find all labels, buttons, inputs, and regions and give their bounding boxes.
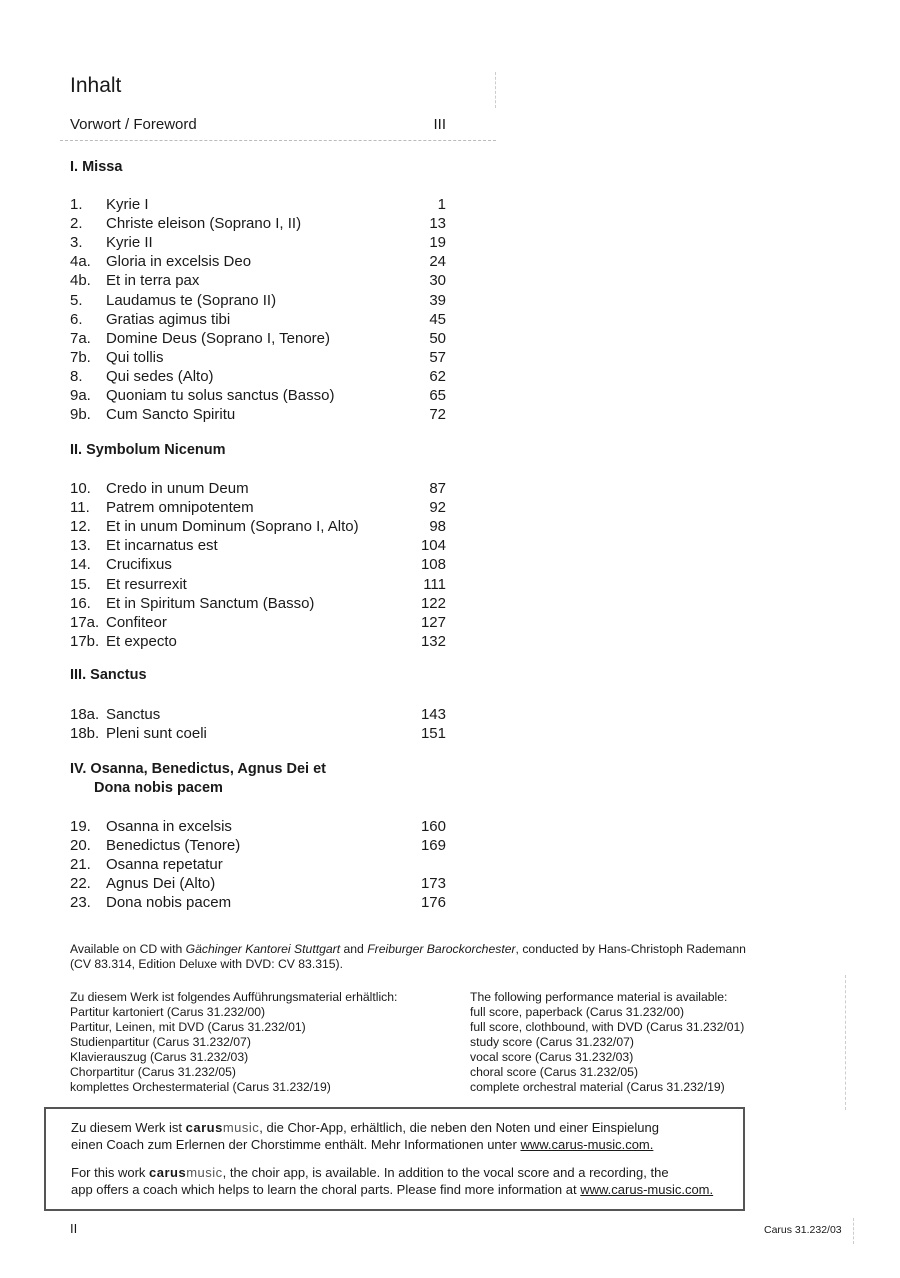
section-heading: II. Symbolum Nicenum bbox=[70, 442, 226, 458]
materials-item: Chorpartitur (Carus 31.232/05) bbox=[70, 1065, 236, 1079]
toc-entry-title: Kyrie II bbox=[106, 234, 153, 252]
toc-entry[interactable] bbox=[70, 498, 446, 517]
toc-entry-number: 18b. bbox=[70, 725, 100, 743]
toc-entry[interactable] bbox=[70, 405, 446, 424]
toc-entry-number: 10. bbox=[70, 480, 91, 497]
toc-entry-title: Osanna repetatur bbox=[106, 856, 223, 874]
toc-entry-page: 13 bbox=[429, 215, 446, 233]
toc-entry-number: 16. bbox=[70, 594, 91, 612]
toc-entry-number: 4a. bbox=[70, 253, 91, 271]
toc-entry-page: 45 bbox=[429, 310, 446, 328]
toc-entry-page: 24 bbox=[429, 253, 446, 271]
toc-entry[interactable] bbox=[70, 575, 446, 594]
toc-entry-number: 12. bbox=[70, 518, 91, 536]
toc-entry-title: Cum Sancto Spiritu bbox=[106, 406, 236, 424]
toc-entry-title: Confiteor bbox=[106, 613, 167, 631]
toc-entry-title: Quoniam tu solus sanctus (Basso) bbox=[106, 387, 335, 404]
toc-entry[interactable] bbox=[70, 855, 446, 874]
toc-entry-title: Laudamus te (Soprano II) bbox=[106, 291, 277, 309]
toc-entry[interactable] bbox=[70, 517, 446, 536]
toc-entry-page: 50 bbox=[429, 329, 446, 347]
toc-entry-number: 9b. bbox=[70, 406, 91, 424]
toc-entry[interactable] bbox=[70, 632, 446, 651]
toc-entry[interactable] bbox=[70, 386, 446, 405]
toc-entry-title: Et in terra pax bbox=[106, 272, 200, 290]
toc-entry-title: Pleni sunt coeli bbox=[106, 725, 207, 743]
cd-orchestra: Freiburger Barockorchester bbox=[367, 942, 516, 956]
app-text-german: Zu diesem Werk ist carusmusic, die Chor-App, erhältlich, die neben den Noten und einer Einspielung einen Coach zum Erlernen der Chorstimme enthält. Mehr Informationen unter www.carus-music.com. bbox=[71, 1120, 659, 1152]
toc-entry-title: Gratias agimus tibi bbox=[106, 310, 231, 328]
toc-entry[interactable] bbox=[70, 214, 446, 233]
toc-entry-page: 39 bbox=[429, 291, 446, 309]
toc-entry-page: 92 bbox=[429, 499, 446, 517]
toc-entry-page: 176 bbox=[420, 894, 446, 912]
toc-entry-page: 72 bbox=[429, 406, 446, 424]
toc-entry-title: Osanna in excelsis bbox=[106, 818, 232, 835]
carus-music-logo: carusmusic bbox=[149, 1165, 223, 1180]
toc-entry-page: 143 bbox=[420, 706, 446, 723]
catalog-number: Carus 31.232/03 bbox=[764, 1224, 842, 1236]
foreword-label: Vorwort / Foreword bbox=[70, 116, 197, 133]
toc-entry-title: Benedictus (Tenore) bbox=[106, 837, 241, 855]
toc-entry[interactable] bbox=[70, 195, 446, 214]
materials-german bbox=[70, 990, 460, 1095]
materials-item: Partitur, Leinen, mit DVD (Carus 31.232/01) bbox=[70, 1020, 306, 1034]
cd-note: Available on CD with Gächinger Kantorei Stuttgart and Freiburger Barockorchester, conducted by Hans-Christoph Rademann (CV 83.314, Edition Deluxe with DVD: CV 83.315). bbox=[70, 942, 746, 971]
toc-entry-title: Patrem omnipotentem bbox=[106, 499, 254, 517]
toc-entry-number: 5. bbox=[70, 291, 83, 309]
toc-entry-title: Qui sedes (Alto) bbox=[106, 367, 214, 385]
toc-entry[interactable] bbox=[70, 536, 446, 555]
toc-entry[interactable] bbox=[70, 705, 446, 724]
toc-entry-number: 2. bbox=[70, 215, 83, 233]
toc-entry-number: 3. bbox=[70, 234, 83, 252]
toc-entry-number: 20. bbox=[70, 837, 91, 855]
toc-entry-number: 23. bbox=[70, 894, 91, 912]
materials-item: komplettes Orchestermaterial (Carus 31.232/19) bbox=[70, 1080, 331, 1094]
toc-entry[interactable] bbox=[70, 252, 446, 271]
materials-item: complete orchestral material (Carus 31.232/19) bbox=[470, 1080, 725, 1094]
toc-entry-title: Et incarnatus est bbox=[106, 537, 218, 555]
carus-music-logo: carusmusic bbox=[185, 1120, 260, 1135]
toc-entry-title: Et in Spiritum Sanctum (Basso) bbox=[106, 594, 315, 612]
toc-entry-page: 1 bbox=[437, 196, 446, 213]
toc-entry[interactable] bbox=[70, 348, 446, 367]
toc-entry-number: 17b. bbox=[70, 632, 100, 650]
toc-entry-number: 9a. bbox=[70, 387, 91, 404]
page-title: Inhalt bbox=[70, 74, 122, 97]
materials-heading: Zu diesem Werk ist folgendes Aufführungsmaterial erhältlich: bbox=[70, 990, 398, 1004]
toc-entry-title: Domine Deus (Soprano I, Tenore) bbox=[106, 329, 331, 347]
toc-entry-title: Christe eleison (Soprano I, II) bbox=[106, 215, 302, 233]
materials-divider bbox=[845, 975, 846, 1110]
app-text-english: For this work carusmusic, the choir app, is available. In addition to the vocal score and a recording, the app offers a coach which helps to learn the choral parts. Please find more information at www.carus-music.com. bbox=[71, 1165, 714, 1197]
toc-entry[interactable] bbox=[70, 329, 446, 348]
toc-entry-page: 30 bbox=[429, 272, 446, 290]
toc-entry-number: 18a. bbox=[70, 706, 100, 723]
toc-entry-number: 1. bbox=[70, 196, 83, 213]
toc-entry-page: 160 bbox=[420, 818, 446, 835]
toc-entry-number: 19. bbox=[70, 818, 91, 835]
toc-entry-page: 132 bbox=[420, 632, 446, 650]
toc-entry[interactable] bbox=[70, 893, 446, 912]
toc-entry-page: 169 bbox=[420, 837, 446, 855]
margin-divider bbox=[495, 72, 496, 108]
toc-entry-page: 19 bbox=[429, 234, 446, 252]
toc-entry-number: 7b. bbox=[70, 348, 91, 366]
toc-entry[interactable] bbox=[70, 367, 446, 386]
materials-english bbox=[470, 990, 800, 1095]
page-number: II bbox=[70, 1221, 78, 1236]
toc-entry-title: Crucifixus bbox=[106, 556, 172, 574]
toc-entry-title: Gloria in excelsis Deo bbox=[106, 253, 252, 271]
toc-entry-page: 104 bbox=[420, 537, 446, 555]
cd-choir: Gächinger Kantorei Stuttgart bbox=[185, 942, 341, 956]
materials-item: full score, clothbound, with DVD (Carus 31.232/01) bbox=[470, 1020, 745, 1034]
materials-item: vocal score (Carus 31.232/03) bbox=[470, 1050, 634, 1064]
toc-entry-page: 127 bbox=[420, 613, 446, 631]
section-heading: III. Sanctus bbox=[70, 667, 147, 683]
toc-entry-page: 173 bbox=[420, 875, 446, 893]
toc-entry-title: Et resurrexit bbox=[106, 575, 187, 593]
foreword-page: III bbox=[433, 116, 446, 133]
toc-entry-page: 151 bbox=[420, 725, 446, 743]
section-heading: I. Missa bbox=[70, 159, 123, 175]
toc-entry[interactable] bbox=[70, 233, 446, 252]
carus-music-link[interactable]: www.carus-music.com. bbox=[520, 1137, 654, 1152]
materials-item: Klavierauszug (Carus 31.232/03) bbox=[70, 1050, 249, 1064]
toc-entry-page: 122 bbox=[420, 594, 446, 612]
toc-entry-number: 6. bbox=[70, 310, 83, 328]
section-heading: IV. Osanna, Benedictus, Agnus Dei et Dona nobis pacem bbox=[70, 761, 326, 796]
toc-entry-title: Et in unum Dominum (Soprano I, Alto) bbox=[106, 518, 359, 536]
materials-item: Studienpartitur (Carus 31.232/07) bbox=[70, 1035, 251, 1049]
materials-item: Partitur kartoniert (Carus 31.232/00) bbox=[70, 1005, 266, 1019]
carus-music-app-box bbox=[44, 1107, 745, 1211]
toc-entry-number: 15. bbox=[70, 575, 91, 593]
materials-item: full score, paperback (Carus 31.232/00) bbox=[470, 1005, 685, 1019]
toc-entry-number: 8. bbox=[70, 367, 83, 385]
toc-entry-number: 7a. bbox=[70, 329, 91, 347]
toc-entry-page: 65 bbox=[429, 387, 446, 404]
materials-heading: The following performance material is available: bbox=[470, 990, 728, 1004]
toc-entry[interactable] bbox=[70, 836, 446, 855]
materials-item: study score (Carus 31.232/07) bbox=[470, 1035, 634, 1049]
toc-entry-page: 87 bbox=[429, 480, 446, 497]
toc-entry-page: 98 bbox=[429, 518, 446, 536]
carus-music-link[interactable]: www.carus-music.com. bbox=[580, 1182, 714, 1197]
toc-entry-title: Dona nobis pacem bbox=[106, 894, 232, 912]
toc-entry-page: 108 bbox=[420, 556, 446, 574]
footer-divider bbox=[853, 1218, 854, 1244]
toc-entry[interactable] bbox=[70, 291, 446, 310]
toc-entry-number: 13. bbox=[70, 537, 91, 555]
foreword-divider bbox=[60, 140, 496, 141]
toc-entry[interactable] bbox=[70, 594, 446, 613]
toc-entry-page: 57 bbox=[429, 348, 446, 366]
toc-entry-number: 14. bbox=[70, 556, 91, 574]
toc-entry-number: 4b. bbox=[70, 272, 91, 290]
toc-entry[interactable] bbox=[70, 817, 446, 836]
toc-entry[interactable] bbox=[70, 271, 446, 290]
toc-foreword-row[interactable] bbox=[70, 116, 446, 133]
toc-entry-number: 22. bbox=[70, 875, 91, 893]
toc-entry-title: Agnus Dei (Alto) bbox=[106, 875, 216, 893]
toc-entry-page: 62 bbox=[429, 367, 446, 385]
toc-entry[interactable] bbox=[70, 310, 446, 329]
toc-entry-number: 11. bbox=[70, 499, 90, 517]
toc-entry[interactable] bbox=[70, 555, 446, 574]
toc-entry-title: Kyrie I bbox=[106, 196, 149, 213]
toc-entry-number: 21. bbox=[70, 856, 91, 874]
toc-entry-title: Credo in unum Deum bbox=[106, 480, 249, 497]
toc-entry-number: 17a. bbox=[70, 613, 100, 631]
materials-item: choral score (Carus 31.232/05) bbox=[470, 1065, 639, 1079]
toc-entry[interactable] bbox=[70, 724, 446, 743]
toc-entry[interactable] bbox=[70, 874, 446, 893]
toc-entry-page: 111 bbox=[423, 575, 446, 593]
toc-entry[interactable] bbox=[70, 613, 446, 632]
toc-entry-title: Qui tollis bbox=[106, 348, 164, 366]
toc-entry-title: Et expecto bbox=[106, 632, 177, 650]
toc-entry-title: Sanctus bbox=[106, 706, 161, 723]
toc-entry[interactable] bbox=[70, 479, 446, 498]
